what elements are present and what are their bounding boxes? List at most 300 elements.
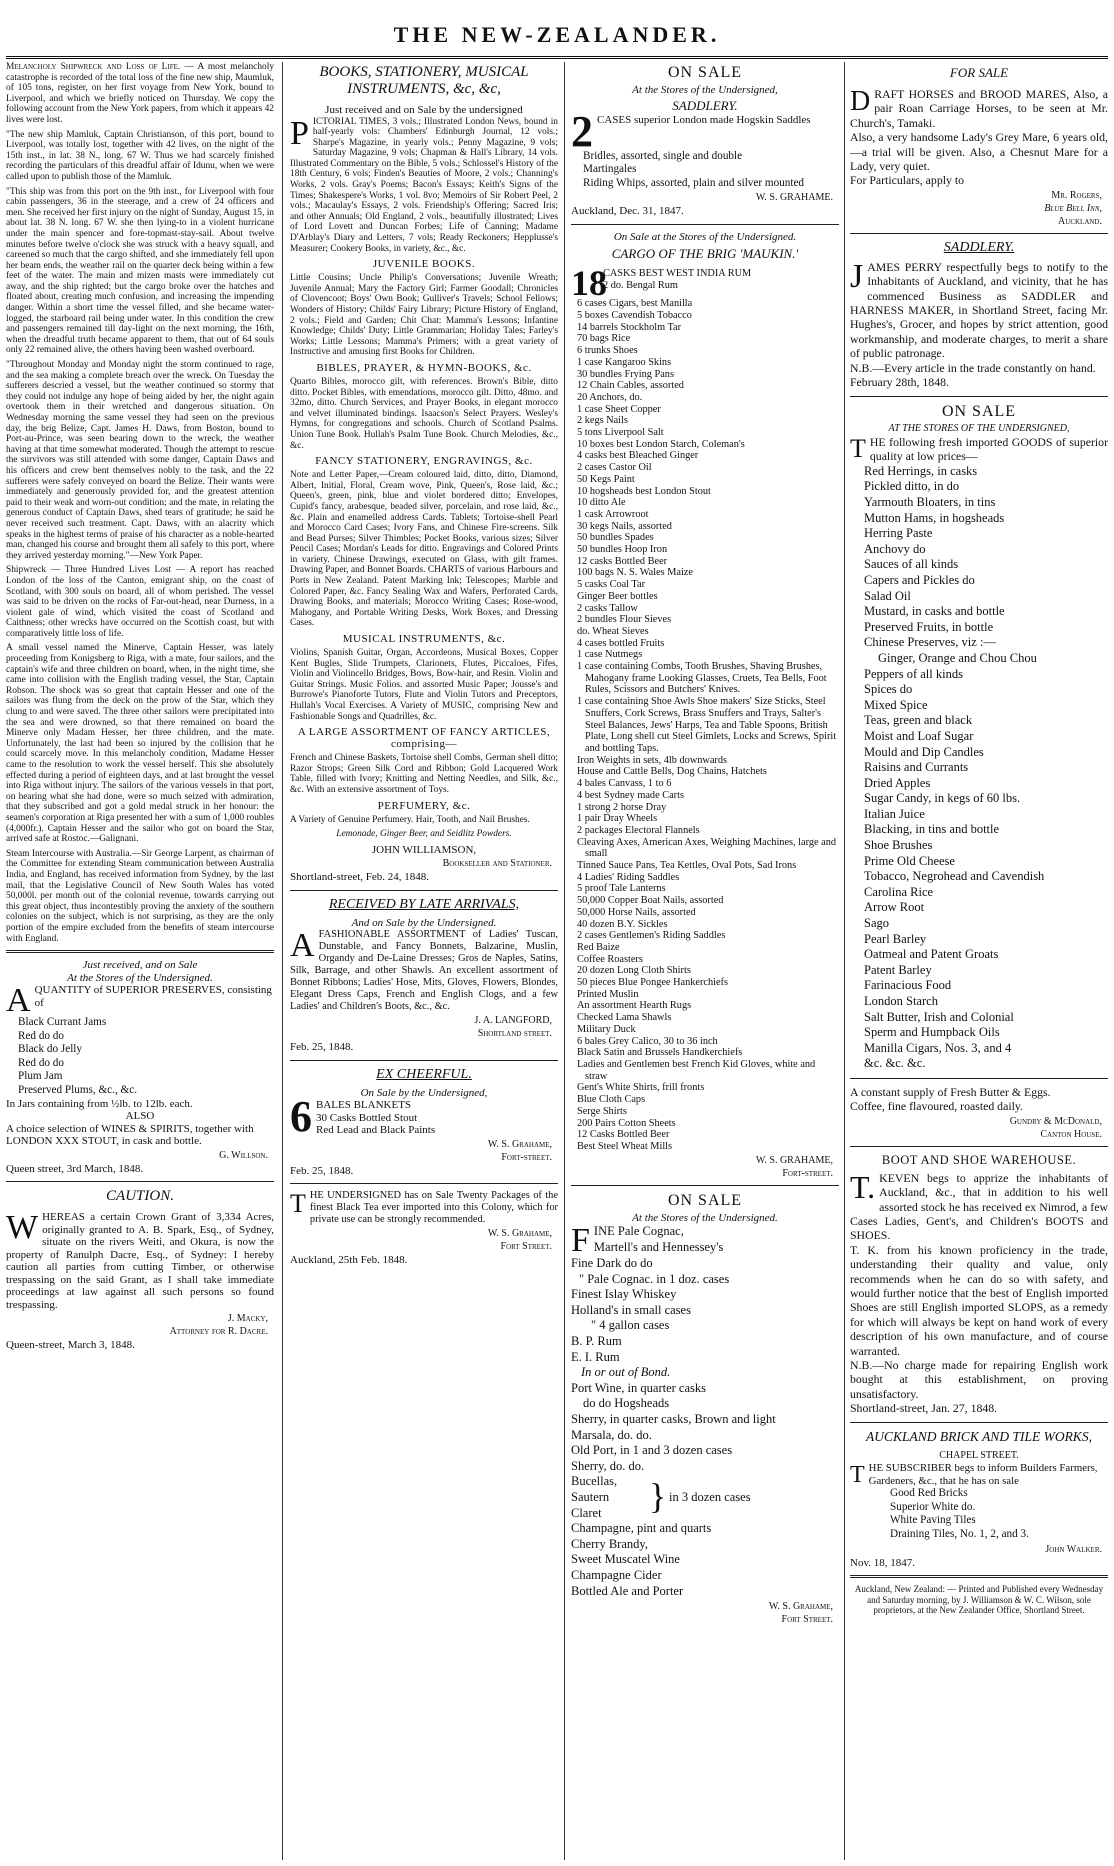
music-p: Violins, Spanish Guitar, Organ, Accordeons, Musical Boxes, Copper Kent Bugles, Slide Trumpets, Clarionets, Flutes, Piccaloes, Fifes, Violin and Violincello Bridges, Bows, Bow-hair, and Resin. Violin and Guitar Strings. Music Folios. and assorted Music Paper; Jousse's and Burrowe's Pianoforte Tutors, Flute and Violin Tutors and Preceptors, Hullah's Vocal Exercises. A Variety of MUSIC, comprising New and Fashionable Songs and Quadrilles, &c. [290,648,558,722]
wine-item: do do Hogsheads [583,1396,670,1411]
dropcap: P [290,114,309,152]
cheerful-head: EX CHEERFUL. [376,1066,472,1082]
maukin-ad [571,231,839,1179]
maukin-item: 40 dozen B.Y. Sickles [577,918,668,930]
onsale1-number: 2 [571,106,593,156]
grocery-item: Chinese Preserves, viz :— [864,635,996,650]
wine-item: " 4 gallon cases [591,1318,670,1333]
saddlery-p: AMES PERRY respectfully begs to notify to the Inhabitants of Auckland, and vicinity, that he has commenced Business as SADDLER and HARNESS MAKER, in Shortland Street, facing Mr. Hughes's, Grocer, and hopes by strict attention, good workmanship, and moderate charges, to merit a share of public patronage. [850,259,1108,361]
maukin-item: 50 bundles Spades [577,532,654,544]
grocery-item: Farinacious Food [864,978,952,993]
boot-p1: KEVEN begs to apprize the inhabitants of Auckland, &c., that in addition to his well assorted stock he has received ex Nimrod, a few Cases Ladies, Gent's, and Children's BOOTS and SHOES. [850,1170,1108,1243]
grocery-item: Sauces of all kinds [864,557,959,572]
grocery-item: Manilla Cigars, Nos. 3, and 4 [864,1040,1012,1055]
forsale-ad [850,64,1108,227]
cheerful-sig1: W. S. Grahame, [487,1138,552,1150]
divider [290,890,558,891]
shipwreck-p2: "The new ship Mamluk, Captain Christianson, of this port, bound to Liverpool, was totally lost, together with 42 lives, on the night of the 15th inst., in lat. 38 N., long. 67 W. Thus we had scarcely finished recording the particulars of this dreadful affair of Idunu, when we were called upon to publish those of the Mamluk. [6,129,274,182]
maukin-item: 2 cases Castor Oil [577,462,652,474]
shipwreck-article [6,62,274,944]
preserves-also: ALSO [125,1110,155,1123]
divider [850,1575,1108,1578]
grocery-item: Preserved Fruits, in bottle [864,619,994,634]
grocery-item: Red Herrings, in casks [864,463,978,478]
maukin-head: CARGO OF THE BRIG 'MAUKIN.' [611,246,799,262]
maukin-item: 1 cask Arrowroot [577,508,649,520]
grocery-item: Shoe Brushes [864,838,933,853]
divider [290,1060,558,1061]
onsale-sig1: Gundry & McDonald, [1009,1115,1102,1127]
dropcap: T [290,1189,306,1219]
divider [571,224,839,225]
grocery-item: London Starch [864,994,938,1008]
shipwreck-p1: — A most melancholy catastrophe is recorded of the total loss of the fine new ship, Maumluk, of 105 tons, register, on her first voyage from New York, bound to Liverpool, and which we briefly noticed on Thursday. We copy the following account from the New York papers, from which it appears 42 lives were lost. [6,62,274,125]
wine-item: " Pale Cognac. in 1 doz. cases [579,1271,730,1286]
preserves-signature: G. Willson. [219,1149,268,1161]
maukin-item: Military Duck [577,1023,636,1035]
maukin-item: 10 boxes best London Starch, Coleman's [577,438,745,450]
onsale1-item: Riding Whips, assorted, plain and silver mounted [583,176,805,189]
maukin-item: 1 case containing Combs, Tooth Brushes, Shaving Brushes, Mahogany frame Looking Glasses, Cruets, Tea Bells, Foot Rules, Scissors and Butchers' Knives. [577,661,827,696]
maukin-item: 6 trunks Shoes [577,345,638,357]
grocery-item: Sugar Candy, in kegs of 60 lbs. [864,791,1021,806]
maukin-item: 10 hogsheads best London Stout [577,485,711,497]
onsale1-date: Auckland, Dec. 31, 1847. [571,205,684,218]
masthead [0,0,1114,52]
wine-item: Bottled Ale and Porter [571,1583,684,1598]
grocery-item: Anchovy do [864,541,926,556]
forsale-p3: For Particulars, apply to [850,173,965,188]
tea-ad [290,1190,558,1267]
maukin-item: 1 case Sheet Copper [577,403,661,415]
wine-item: Sherry, do. do. [571,1458,645,1473]
divider [850,1078,1108,1079]
caution-date: Queen-street, March 3, 1848. [6,1339,135,1352]
bibles-head: BIBLES, PRAYER, & HYMN-BOOKS, &c. [316,361,532,374]
grocery-item: Capers and Pickles do [864,572,975,587]
brick-sub: CHAPEL STREET. [939,1449,1019,1461]
preserves-jars: In Jars containing from ½lb. to 12lb. each. [6,1097,193,1110]
wine-item: Holland's in small cases [571,1302,691,1317]
maukin-item: Gent's White Shirts, frill fronts [577,1082,705,1094]
fancyart-p: French and Chinese Baskets, Tortoise shell Combs, German shell ditto; Razor Strops; Green Silk Cord and Ribbon; Gold Lacquered Work Table, filled with Ivory; Knitting and Netting Needles, and Silk, &c., &c. With an extensive assortment of Toys. [290,753,558,795]
received-head: RECEIVED BY LATE ARRIVALS, [328,896,520,912]
wine-item: Cherry Brandy, [571,1536,648,1551]
preserves-item: Preserved Plums, &c., &c. [18,1084,138,1097]
maukin-item: 2 packages Electoral Flannels [577,824,700,836]
tea-sig1: W. S. Grahame, [487,1228,552,1240]
forsale-sig2: Blue Bell Inn, [1044,202,1102,214]
column-4 [850,62,1108,1862]
preserves-item: Red do do [18,1056,64,1069]
maukin-item: 50 bundles Hoop Iron [577,544,668,556]
maukin-item: Checked Lama Shawls [577,1012,672,1024]
maukin-item: 4 cases bottled Fruits [577,637,665,649]
maukin-item: do. Wheat Sieves [577,625,649,637]
brick-signature: John Walker. [1045,1543,1102,1555]
wine-item: Old Port, in 1 and 3 dozen cases [571,1443,733,1458]
fancy-head: FANCY STATIONERY, ENGRAVINGS, &c. [315,455,533,468]
preserves-intro: QUANTITY of SUPERIOR PRESERVES, consisting of [34,984,272,1009]
grocery-item: Pearl Barley [864,931,927,946]
grocery-item: Blacking, in tins and bottle [864,822,1000,837]
brick-item: Draining Tiles, No. 1, 2, and 3. [890,1527,1029,1540]
boot-date: Shortland-street, Jan. 27, 1848. [850,1401,998,1416]
maukin-item: An assortment Hearth Rugs [577,1000,692,1012]
dropcap: J [850,257,864,295]
onsale1-item: Bridles, assorted, single and double [583,149,743,162]
divider [6,1181,274,1182]
grocery-item: Carolina Rice [864,884,934,899]
onsale1-signature: W. S. GRAHAME. [755,192,833,204]
brick-item: Superior White do. [890,1500,976,1513]
maukin-item: 5 boxes Cavendish Tobacco [577,309,692,321]
fancyart-head: A LARGE ASSORTMENT OF FANCY ARTICLES, comprising— [297,726,551,751]
maukin-item: 50 pieces Blue Pongee Hankerchiefs [577,977,728,989]
caution-sig2: Attorney for R. Dacre. [169,1326,268,1338]
dropcap: F [571,1222,590,1260]
wine-item: In or out of Bond. [581,1365,671,1380]
maukin-item: 4 Ladies' Riding Saddles [577,871,680,883]
fancy-p: Note and Letter Paper,—Cream coloured laid, ditto, ditto, Diamond, Albert, Initial, Floral, Cream wove, Pink, Queen's, Rose laid, &c.; Queen's, green, pink, blue and violet bordered ditto; Envelopes, Cupid's fancy, arabesque, beaded silver, porcelain, and rose laid, &c., &c. Plain and enamelled address Cards. Tablets; Tortoise-shell Pearl and Morocco Card Cases; Ivory Fans, and Chinese Fire-screens. Silk and Bead Purses; Silver Thimbles; Pocket Books, various sizes; Silver Pencil Cases; Mordan's Leads for ditto. Engravings and Colored Prints in variety. Chinese Drawings, executed on Glass, with gilt frames. Drawing Paper, and Bonnet Boards. CHARTS of various Harbours and Ports in New Zealand. Patent Marking Ink; Telescopes; Marble and Colored Paper, &c. Fancy Sealing Wax and Wafers, Perforated Cards, Drawing Books, and materials; Morocco Writing Cases; Rose-wood, Mahogany, and Portable Writing Desks, Work Boxes, and Dressing Cases. [290,470,558,629]
maukin-sub: On Sale at the Stores of the Undersigned. [613,230,797,243]
wine-item: Bucellas, [571,1474,618,1489]
divider [850,1422,1108,1423]
onsale1-p1: CASES superior London made Hogskin Saddles [597,113,811,126]
maukin-item: 2 do. Bengal Rum [603,279,678,291]
wine-item: Sweet Muscatel Wine [571,1552,680,1567]
dropcap: T [850,1462,865,1489]
maukin-item: 50,000 Horse Nails, assorted [577,906,696,918]
grocery-item: Mixed Spice [864,697,928,712]
preserves-item: Black do Jelly [18,1043,83,1056]
wine-item: INE Pale Cognac, [593,1224,684,1239]
maukin-item: Black Satin and Brussels Handkerchiefs [577,1047,743,1059]
books-sub: Just received and on Sale by the undersigned [325,104,523,116]
divider [850,1146,1108,1147]
received-date: Feb. 25, 1848. [290,1041,354,1054]
grocery-item: Pickled ditto, in do [864,479,960,494]
wine-item: Martell's and Hennessey's [593,1239,724,1254]
dropcap: T [850,434,866,463]
grocery-item: Mustard, in casks and bottle [864,604,1005,619]
newspaper-title: THE NEW-ZEALANDER. [393,22,721,47]
brick-item: Good Red Bricks [890,1487,968,1500]
brick-date: Nov. 18, 1847. [850,1556,915,1569]
bibles-p: Quarto Bibles, morocco gilt, with references. Brown's Bible, ditto ditto. Pocket Bibles, with emendations, morocco gilt. Ditto, 48mo. and 32mo, ditto. Church Services, and Prayer Books, in elegant morocco and velvet illuminated bindings. Isaacson's Select Prayers. Wesley's Hymns, for congregations and schools. Church of Scotland Psalms. Union Tune Book. Hullah's Psalm Tune Book. Church Melodies, &c., &c. [290,376,558,451]
grocery-item: Ginger, Orange and Chou Chou [878,650,1037,665]
saddlery-ad [850,240,1108,390]
maukin-list [571,298,839,1152]
grocery-item: Oatmeal and Patent Groats [864,947,999,962]
groceries-ad [850,403,1108,1140]
maukin-item: 20 Anchors, do. [577,391,643,403]
maukin-number: 18 [571,263,607,304]
cheerful-ad [290,1067,558,1178]
shipwreck-p5: Shipwreck — Three Hundred Lives Lost — A report has reached London of the loss of the Canton, emigrant ship, on the coast of Scotland, with 300 souls on board, all of whom perished. The vessel was said to be driven on the rocks of Far-out-head, near Durness, in a violent gale of wind, which visited the coast of Scotland and Caithness; other wrecks have occurred on the Scottish coast, but with comparatively little loss of life. [6,565,274,639]
wine-item: Finest Islay Whiskey [571,1287,677,1302]
grocery-item: Tobacco, Negrohead and Cavendish [864,869,1045,884]
cheerful-item: BALES BLANKETS [316,1099,412,1112]
onsale-supply: A constant supply of Fresh Butter & Eggs. [850,1084,1051,1099]
grocery-item: Arrow Root [864,900,925,915]
cheerful-sig2: Fort-street. [501,1151,552,1163]
wine-item: Sherry, in quarter casks, Brown and light [571,1412,776,1427]
preserves-date: Queen street, 3rd March, 1848. [6,1162,144,1175]
shipwreck-title: Melancholy Shipwreck and Loss of Life. [6,62,181,72]
grocery-item: &c. &c. &c. [864,1056,926,1071]
maukin-item: Tinned Sauce Pans, Tea Kettles, Oval Pots, Sad Irons [577,860,797,872]
maukin-item: House and Cattle Bells, Dog Chains, Hatchets [577,766,767,778]
received-sub: And on Sale by the Undersigned. [351,916,497,929]
dropcap: D [850,86,871,117]
onsale2-sig1: W. S. Grahame, [768,1601,833,1613]
maukin-item: 2 bundles Flour Sieves [577,614,672,626]
shipwreck-p3: "This ship was from this port on the 9th inst., for Liverpool with four cabin passengers, 36 in the steerage, and a crew of 24 officers and men. She received her first injury on the night of Sunday, August 15, in about lat. 38 N. long. 67 W. she then lying-to in a violent hurricane under the main spencer and fore-topmast-stay-sail. About twelve minutes before twelve o'clock she was struck with a heavy squall, and careened so much that the cargo shifted, and she immediately fell upon her beam ends, the weather rail on the quarter deck being within a few feet of the water. The main and mizen masts were immediately cut away, and the ship righted; but the cargo broke over the hatches and floated about, creating much confusion, and increasing the impending danger. Within a short time the vessel filled, and she became water-logged, the starboard rail being under water. In this condition the crew and passengers remained till day-light on the next morning, the 16th, when the dreadful truth became apparent to them, that out of 64 souls only 22 remained alive, the others having been washed overboard. [6,186,274,356]
grocery-item: Prime Old Cheese [864,853,955,868]
column-divider [282,62,283,1860]
forsale-sig1: Mr. Rogers, [1051,189,1102,201]
maukin-item: 4 best Sydney made Carts [577,789,684,801]
maukin-item: 6 bales Grey Calico, 30 to 36 inch [577,1035,718,1047]
divider [850,233,1108,234]
maukin-item: Coffee Roasters [577,953,643,965]
caution-notice [6,1188,274,1352]
grocery-item: Dried Apples [864,775,931,790]
grocery-item: Spices do [864,682,913,697]
maukin-item: 1 case Nutmegs [577,649,643,661]
column-3 [571,62,839,1862]
maukin-item: 4 bales Canvass, 1 to 6 [577,778,672,790]
shipwreck-p7: Steam Intercourse with Australia.—Sir George Larpent, as chairman of the Committee for extending Steam communication between Australia India, and England, has received information from Sydney, by the last mail, that the Legislative Council of New South Wales has voted 50,000l. per month out of the colonial revenue, towards carrying out this great object, thus incontestibly proving the anxiety of the southern colonies on the subject, which is not surprising, as they are the only portion of the empire excluded from the benefits of steam intercourse with England. [6,848,274,944]
dropcap: W [6,1209,39,1247]
books-sig1: JOHN WILLIAMSON, [371,843,477,856]
grocery-item: Yarmouth Bloaters, in tins [864,495,996,509]
maukin-item: 20 dozen Long Cloth Shirts [577,965,691,977]
wines-ad [571,1192,839,1626]
shipwreck-p4: "Throughout Monday and Monday night the storm continued to rage, and the sea making a complete breach over the wreck. On Tuesday the sufferers descried a vessel, but the weather continued so stormy that they could not indulge any hope of being aided by her, the night again overtook them in their wretched and dangerous situation. On Wednesday morning the same vessel they had seen on the previous day, the brig Belize, Capt. James H. Daws, from Boston, bound to Port-au-Prince, was seen bearing down to the wreck, the weather having at that time somewhat moderated. Though the attempt to rescue the survivors was still attended with some danger, Captain Daws and his officers and crew bent themselves nobly to the task, and the 22 sufferers were safely conveyed on board the Belize. Their wants were immediately and generously provided for, and the greatest attention paid to their weak and worn-out condition; and the mate, in relating the generous conduct of Captain Daws, shed tears of gratitude; he said he never received such treatment. Capt. Daws, with an alacrity which speaks in the highest terms of praise of his character as a noble-hearted man, changed his course and brought them all safely to this port, where they arrived yesterday morning."—New York Paper. [6,360,274,561]
perf-p: A Variety of Genuine Perfumery. Hair, Tooth, and Nail Brushes. [290,814,530,825]
saddlery-date: February 28th, 1848. [850,375,949,390]
saddles-ad [571,64,839,218]
onsale2-head: ON SALE [667,1191,743,1209]
maukin-item: 12 Chain Cables, assorted [577,380,684,392]
maukin-sig2: Fort-street. [782,1167,833,1179]
grocery-list [850,464,1108,1072]
masthead-rule [6,56,1108,59]
juvenile-p: Little Cousins; Uncle Philip's Conversations; Juvenile Wreath; Juvenile Annual; Mary the Factory Girl; Farmer Goodall; Chronicles of Clovencoot; Boys' Own Book; Gulliver's Travels; School Fellows; Wonders of History; Childs' Fairy Library; Picture History of England, 2 vols.; Field and Garden; Chit Chat: Mamma's Lessons; Infantine Knowledge; Childs' Duty; Little Grammarian; Holiday Tales; Farley's Works; Little Lessons; Mamma's Primers; with a great variety of Instructive and amusing first Books for Children. [290,273,558,358]
divider [571,1185,839,1186]
music-head: MUSICAL INSTRUMENTS, &c. [342,633,506,646]
maukin-item: 1 pair Dray Wheels [577,813,658,825]
shipwreck-p6: A small vessel named the Minerve, Captain Hesser, was lately proceeding from Konigsberg to Riga, with a mate, four sailors, and the captain's wife and three children on board, when, in the night time, she came into collision with the English trading vessel, the Star, Captain Robson. The shock was so great that captain Hesser and one of the sailors was flung from the deck on the prow of the Star, which they clung to and were saved. The three other sailors were precipitated into the sea and were drowned, so that there remained on board the Minerve only Madam Hesser, her three children, and the mate. Unfortunately, the last had been so injured by the collision that he could scarcely move. In this melancholy condition, Madame Hesser came to the resolution to work the vessel herself. This she absolutely effected during a period of eighteen days, and at last brought the vessel into Riga without injury. The sailors of the various vessels in that port, on hearing what she had done, were so much seized with admiration, that they subscribed and got a gold medal struck in her honour: the seamen's corporation at Riga presented her with a sum of 1,000 roubles (4,000fr.). Captain Hesser and the sailor who got on board the Star, arrived safe at Rostoc.—Galignani. [6,643,274,845]
maukin-item: 12 casks Bottled Beer [577,555,668,567]
maukin-item: Best Steel Wheat Mills [577,1140,673,1152]
maukin-item: 4 casks best Bleached Ginger [577,450,699,462]
cheerful-sub: On Sale by the Undersigned, [360,1086,488,1099]
preserves-item: Plum Jam [18,1070,63,1083]
column-divider [564,62,565,1860]
boot-ad [850,1153,1108,1416]
juvenile-head: JUVENILE BOOKS. [372,258,476,271]
maukin-item: 200 Pairs Cotton Sheets [577,1117,676,1129]
maukin-item: 6 cases Cigars, best Manilla [577,298,693,310]
grocery-item: Patent Barley [864,962,932,977]
maukin-item: Serge Shirts [577,1105,627,1117]
wine-item: Champagne, pint and quarts [571,1521,712,1536]
boot-nb: N.B.—No charge made for repairing English work bought at this establishment, on proving unsatisfactory. [850,1358,1108,1401]
boot-head: BOOT AND SHOE WAREHOUSE. [881,1152,1077,1167]
grocery-item: Teas, green and black [864,713,973,728]
grocery-item: Mutton Hams, in hogsheads [864,510,1005,525]
maukin-item: 1 case containing Shoe Awls Shoe makers' Size Sticks, Steel Snuffers, Cork Screws, Brass Snuffers and Trays, Salter's Steel Balances, Jews' Harps, Tea and Table Spoons, British Plate, Long shell cut Steel Gimlets, Locks and Screws, Spirit and bottling Taps. [577,696,837,754]
preserves-head: Just received, and on Sale [82,959,198,972]
divider [850,396,1108,397]
preserves-item: Black Currant Jams [18,1016,107,1029]
tea-date: Auckland, 25th Feb. 1848. [290,1254,408,1267]
perf-head: PERFUMERY, &c. [377,799,471,812]
caution-sig1: J. Macky, [227,1313,268,1325]
wine-item: Marsala, do. do. [571,1427,652,1442]
onsale1-sub2: SADDLERY. [672,97,738,113]
maukin-sig1: W. S. GRAHAME, [755,1154,833,1166]
maukin-item: 2 casks Tallow [577,602,638,614]
brace-glyph: } [649,1476,667,1517]
wine-item: Port Wine, in quarter casks [571,1380,706,1395]
maukin-item: Ginger Beer bottles [577,590,658,602]
maukin-item: 50,000 Copper Boat Nails, assorted [577,895,724,907]
tea-sig2: Fort Street. [500,1241,552,1253]
onsale1-sub: At the Stores of the Undersigned, [632,84,778,96]
maukin-item: 30 kegs Nails, assorted [577,520,672,532]
cheerful-date: Feb. 25, 1848. [290,1164,354,1177]
cheerful-item: 30 Casks Bottled Stout [316,1111,418,1124]
brick-item: White Paving Tiles [890,1514,976,1527]
wine-item: B. P. Rum [571,1334,622,1349]
maukin-item: Iron Weights in sets, 4lb downwards [577,754,727,766]
wine-brace-label: in 3 dozen cases [669,1490,751,1505]
maukin-item: Blue Cloth Caps [577,1094,646,1106]
onsale-p: HE following fresh imported GOODS of superior quality at low prices— [869,435,1108,464]
tea-p: HE UNDERSIGNED has on Sale Twenty Packages of the finest Black Tea ever imported into this Colony, which for private use can be strongly recommended. [309,1190,558,1226]
forsale-p1: RAFT HORSES and BROOD MARES, Also, a pair Roan Carriage Horses, to be seen at Mr. Church's, Tamaki. [850,87,1108,130]
maukin-item: 10 ditto Ale [577,497,626,509]
wine-item: Sautern [571,1490,610,1505]
onsale1-item: Martingales [583,163,637,176]
maukin-item: 70 bags Rice [577,333,631,345]
received-sig2: Shortland street. [477,1028,552,1040]
grocery-item: Mould and Dip Candles [864,744,984,759]
imprint: Auckland, New Zealand: — Printed and Published every Wednesday and Saturday morning, by J. Williamson & W. C. Wilson, sole proprietors, at the New Zealander Office, Shortland Street. [854,1584,1104,1616]
maukin-item: 12 Casks Bottled Beer [577,1129,670,1141]
books-date: Shortland-street, Feb. 24, 1848. [290,871,430,884]
column-divider [844,62,845,1860]
grocery-item: Peppers of all kinds [864,666,963,681]
preserves-wines: A choice selection of WINES & SPIRITS, together with LONDON XXX STOUT, in cask and bottle. [6,1122,254,1148]
maukin-item: 50 Kegs Paint [577,473,635,485]
books-sig2: Bookseller and Stationer. [442,858,552,870]
saddlery-nb: N.B.—Every article in the trade constantly on hand. [850,360,1096,375]
onsale-sig2: Canton House. [1040,1128,1102,1140]
onsale2-sub: At the Stores of the Undersigned. [632,1211,778,1224]
books-head: BOOKS, STATIONERY, MUSICAL INSTRUMENTS, &c, &c, [319,64,529,97]
maukin-item: Printed Muslin [577,988,639,1000]
wine-item: Claret [571,1505,602,1520]
wine-item: Champagne Cider [571,1567,662,1582]
column-1 [6,62,274,1862]
maukin-item: 1 strong 2 horse Dray [577,801,667,813]
books-p1: ICTORIAL TIMES, 3 vols.; Illustrated London News, bound in half-yearly vols: Chambers' Edinburgh Journal, 12 vols.; Sharpe's Magazine, in yearly vols.; Penny Magazine, 9 vols; Saturday Magazine, 9 vols; Chapman & Hall's Library, 14 vols. Illustrated Commentary on the Bible, 5 vols.; Schlossel's History of the 18th Century, 6 vols; Finden's Beauties of Moore, 2 vols.; Channing's Works, 2 vols. Gray's Poems; Bacon's Essays; Keith's Signs of the Times; Shakespere's Works, 1 vol. 8vo; Memoirs of Sir Robert Peel, 2 vols.; Macaulay's Essays, 2 vols. Friendship's Offering; Sacred Iris; and other Annuals; Old England, 2 vols., beautifully illustrated; Lives of Lord Lovett and Duncan Forbes; Life of Canning; Madame D'Arblay's Diary and Letters, 7 vols; Ready Reckoners; Hepplusse's Measurer; Cookery Books, in variety, &c., &c. [290,116,558,254]
grocery-item: Salad Oil [864,588,911,603]
divider [6,950,274,953]
books-ad [290,64,558,884]
maukin-item: 5 tons Liverpool Salt [577,427,664,439]
maukin-item: 2 cases Gentlemen's Riding Saddles [577,930,726,942]
brick-head: AUCKLAND BRICK AND TILE WORKS, [866,1428,1092,1444]
cheerful-number: 6 [290,1092,312,1142]
grocery-item: Moist and Loaf Sugar [864,728,974,743]
preserves-ad [6,959,274,1175]
saddlery-head: SADDLERY. [943,239,1015,255]
grocery-item: Herring Paste [864,526,933,541]
maukin-item: 5 casks Coal Tar [577,579,646,591]
preserves-item: Red do do [18,1029,64,1042]
wine-item: Fine Dark do do [571,1256,653,1271]
forsale-head: FOR SALE [949,65,1009,80]
boot-p2: T. K. from his known proficiency in the trade, understanding their quality and value, only recommends when he can do so with safety, and would further notice that the best of English imported Shoes are still English imported SLOPS, as a remedy for which will always be kept on hand work of every description of his own manufacture, and of course warranted. [850,1242,1108,1358]
maukin-item: 2 kegs Nails [577,415,628,427]
forsale-sig3: Auckland. [1058,215,1102,227]
divider [290,1183,558,1184]
onsale-sub: AT THE STORES OF THE UNDERSIGNED, [888,422,1070,434]
received-ad [290,897,558,1054]
onsale-coffee: Coffee, fine flavoured, roasted daily. [850,1099,1023,1114]
dropcap: A [290,927,315,965]
grocery-item: Italian Juice [864,806,925,821]
cheerful-item: Red Lead and Black Paints [316,1124,436,1137]
received-sig1: J. A. LANGFORD, [474,1015,552,1027]
onsale2-sig2: Fort Street. [781,1614,833,1626]
received-p: FASHIONABLE ASSORTMENT of Ladies' Tuscan, Dunstable, and Fancy Bonnets, Balzarine, Muslin, Organdy and De-Laine Dresses; Gros de Naples, Satins, Silk, Barrage, and other Shawls. An excellent assortment of Bonnet Ribbons; Ladies' Hose, Mits, Gloves, Flowers, Blondes, Elegant Dress Caps, French and English Clogs, and a few Ladies' and Children's Boots, &c., &c. [290,929,558,1013]
grocery-item: Salt Butter, Irish and Colonial [864,1009,1014,1024]
maukin-item: Cleaving Axes, American Axes, Weighing Machines, large and small [577,836,837,860]
dropcap: A [6,982,31,1020]
caution-head: CAUTION. [106,1188,174,1205]
dropcap: T. [850,1168,876,1205]
wine-item: E. I. Rum [571,1349,620,1364]
brick-ad [850,1429,1108,1569]
maukin-item: 1 case Kangaroo Skins [577,356,672,368]
preserves-sub: At the Stores of the Undersigned. [67,971,213,984]
column-2 [290,62,558,1862]
caution-body: HEREAS a certain Crown Grant of 3,334 Acres, originally granted to A. B. Spark, Esq., of Sydney, situate on the rivers Weiti, and Okura, is now the property of Ranulph Dacre, Esq., of Sydney: I hereby caution all parties from cutting Timber, or otherwise trespassing on the said Grant, as I shall take immediate proceedings at law against all such persons so found trespassing. [6,1211,274,1311]
maukin-item: 100 bags N. S. Wales Maize [577,567,693,579]
maukin-item: 30 bundles Frying Pans [577,368,674,380]
maukin-item: CASKS BEST WEST INDIA RUM [603,268,752,280]
lemonade-line: Lemonade, Ginger Beer, and Seidlitz Powders. [336,829,512,840]
maukin-item: Red Baize [577,941,620,953]
brick-p: HE SUBSCRIBER begs to inform Builders Farmers, Gardeners, &c., that he has on sale [868,1462,1098,1487]
maukin-item: Ladies and Gentlemen best French Kid Gloves, white and straw [577,1058,816,1082]
maukin-item: 14 barrels Stockholm Tar [577,321,682,333]
grocery-item: Sago [864,916,889,931]
maukin-item: 5 proof Tale Lanterns [577,883,666,895]
onsale1-head: ON SALE [667,64,743,81]
grocery-item: Sperm and Humpback Oils [864,1025,1000,1040]
onsale-head: ON SALE [941,402,1017,420]
forsale-p2: Also, a very handsome Lady's Grey Mare, 6 years old,—a trial will be given. Also, a Chesnut Mare for a Lady, very quiet. [850,130,1108,174]
grocery-item: Raisins and Currants [864,760,969,775]
